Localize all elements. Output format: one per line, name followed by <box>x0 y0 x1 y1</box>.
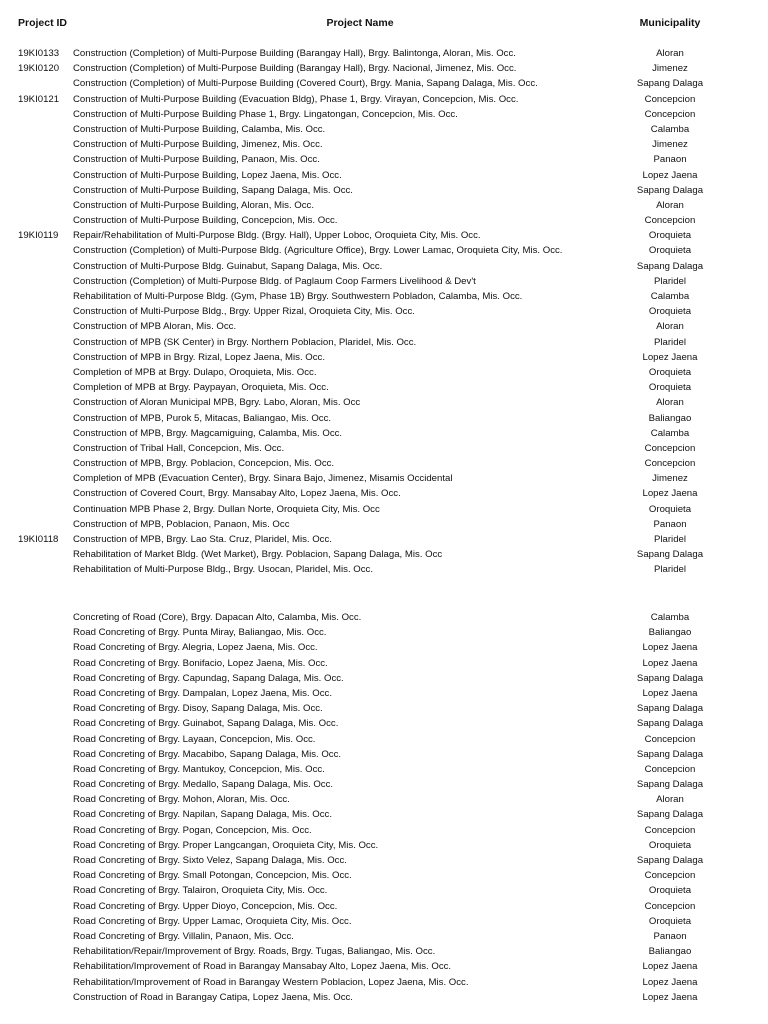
table-row <box>0 198 768 213</box>
project-name-cell: Construction of Multi-Purpose Building, Sapang Dalaga, Mis. Occ. <box>73 184 353 196</box>
project-name-cell: Road Concreting of Brgy. Talairon, Oroquieta City, Mis. Occ. <box>73 885 328 897</box>
header-project-id: Project ID <box>18 17 68 29</box>
project-name-cell: Construction of MPB, Purok 5, Mitacas, Baliangao, Mis. Occ. <box>73 412 332 424</box>
municipality-cell: Sapang Dalaga <box>636 809 704 821</box>
municipality-cell: Concepcion <box>644 215 696 227</box>
project-name-cell: Road Concreting of Brgy. Proper Langcangan, Oroquieta City, Mis. Occ. <box>73 839 379 851</box>
municipality-cell: Sapang Dalaga <box>636 672 704 684</box>
municipality-cell: Aloran <box>656 321 684 333</box>
table-row <box>0 228 768 243</box>
municipality-cell: Concepcion <box>644 900 696 912</box>
municipality-cell: Concepcion <box>644 442 696 454</box>
project-id-cell: 19KI0119 <box>18 230 59 242</box>
table-row <box>0 944 768 959</box>
project-name-cell: Construction (Completion) of Multi-Purpose Building (Barangay Hall), Brgy. Nacional, Jimenez, Mis. Occ. <box>73 63 517 75</box>
project-name-cell: Rehabilitation/Improvement of Road in Barangay Mansabay Alto, Lopez Jaena, Mis. Occ. <box>73 961 452 973</box>
table-row <box>0 350 768 365</box>
table-row <box>0 656 768 671</box>
municipality-cell: Jimenez <box>652 63 688 75</box>
municipality-cell: Panaon <box>653 154 687 166</box>
municipality-cell: Calamba <box>650 427 690 439</box>
municipality-cell: Calamba <box>650 123 690 135</box>
municipality-cell: Panaon <box>653 518 687 530</box>
municipality-cell: Sapang Dalaga <box>636 779 704 791</box>
project-name-cell: Construction of Multi-Purpose Building, Concepcion, Mis. Occ. <box>73 215 338 227</box>
table-row <box>0 517 768 532</box>
table-row <box>0 259 768 274</box>
municipality-cell: Aloran <box>656 794 684 806</box>
table-row <box>0 807 768 822</box>
table-row <box>0 380 768 395</box>
table-row <box>0 686 768 701</box>
municipality-cell: Lopez Jaena <box>642 169 698 181</box>
project-name-cell: Road Concreting of Brgy. Alegria, Lopez Jaena, Mis. Occ. <box>73 642 318 654</box>
municipality-cell: Plaridel <box>654 336 686 348</box>
project-name-cell: Road Concreting of Brgy. Disoy, Sapang Dalaga, Mis. Occ. <box>73 703 323 715</box>
table-row <box>0 411 768 426</box>
project-name-cell: Continuation MPB Phase 2, Brgy. Dullan Norte, Oroquieta City, Mis. Occ <box>73 503 380 515</box>
table-row <box>0 853 768 868</box>
table-row <box>0 747 768 762</box>
municipality-cell: Lopez Jaena <box>642 657 698 669</box>
project-name-cell: Road Concreting of Brgy. Napilan, Sapang Dalaga, Mis. Occ. <box>73 809 332 821</box>
project-name-cell: Road Concreting of Brgy. Sixto Velez, Sapang Dalaga, Mis. Occ. <box>73 855 347 866</box>
project-name-cell: Road Concreting of Brgy. Capundag, Sapang Dalaga, Mis. Occ. <box>73 672 344 684</box>
project-name-cell: Construction of MPB, Brgy. Magcamiguing, Calamba, Mis. Occ. <box>73 427 343 439</box>
municipality-cell: Oroquieta <box>648 915 692 927</box>
project-name-cell: Construction of Aloran Municipal MPB, Bgry. Labo, Aloran, Mis. Occ <box>73 397 361 409</box>
municipality-cell: Sapang Dalaga <box>636 549 704 561</box>
project-name-cell: Construction of Multi-Purpose Building, Calamba, Mis. Occ. <box>73 123 326 135</box>
project-name-cell: Construction of MPB, Brgy. Lao Sta. Cruz, Plaridel, Mis. Occ. <box>73 534 332 545</box>
table-row <box>0 92 768 107</box>
project-name-cell: Construction of MPB, Brgy. Poblacion, Concepcion, Mis. Occ. <box>73 458 335 470</box>
table-row <box>0 701 768 716</box>
municipality-cell: Lopez Jaena <box>642 991 698 1003</box>
table-row <box>0 319 768 334</box>
table-row <box>0 152 768 167</box>
table-row <box>0 716 768 731</box>
municipality-cell: Baliangao <box>648 946 692 958</box>
table-row <box>0 838 768 853</box>
municipality-cell: Oroquieta <box>648 885 692 897</box>
municipality-cell: Jimenez <box>652 139 688 151</box>
table-row <box>0 883 768 898</box>
project-name-cell: Completion of MPB at Brgy. Dulapo, Oroquieta, Mis. Occ. <box>73 366 317 378</box>
table-row <box>0 471 768 486</box>
municipality-cell: Baliangao <box>648 627 692 639</box>
table-row <box>0 213 768 228</box>
municipality-cell: Panaon <box>653 930 687 942</box>
project-name-cell: Rehabilitation/Improvement of Road in Barangay Western Poblacion, Lopez Jaena, Mis. Occ. <box>73 976 469 988</box>
project-name-cell: Road Concreting of Brgy. Punta Miray, Baliangao, Mis. Occ. <box>73 627 327 639</box>
project-name-cell: Construction of Multi-Purpose Building, Lopez Jaena, Mis. Occ. <box>73 169 342 181</box>
project-name-cell: Rehabilitation of Multi-Purpose Bldg. (Gym, Phase 1B) Brgy. Southwestern Pobladon, Calamba, Mis. Occ. <box>73 291 523 302</box>
municipality-cell: Lopez Jaena <box>642 961 698 973</box>
table-row <box>0 168 768 183</box>
table-row <box>0 183 768 198</box>
project-name-cell: Road Concreting of Brgy. Pogan, Concepcion, Mis. Occ. <box>73 824 312 836</box>
project-name-cell: Road Concreting of Brgy. Guinabot, Sapang Dalaga, Mis. Occ. <box>73 718 339 730</box>
table-row <box>0 792 768 807</box>
municipality-cell: Concepcion <box>644 733 696 745</box>
table-section-roads <box>0 610 768 1005</box>
municipality-cell: Plaridel <box>654 275 686 287</box>
project-name-cell: Road Concreting of Brgy. Dampalan, Lopez Jaena, Mis. Occ. <box>73 687 332 699</box>
table-row <box>0 46 768 61</box>
table-row <box>0 61 768 76</box>
project-id-cell: 19KI0118 <box>18 534 59 545</box>
municipality-cell: Oroquieta <box>648 245 692 257</box>
project-name-cell: Construction of MPB Aloran, Mis. Occ. <box>73 321 237 333</box>
project-name-cell: Completion of MPB (Evacuation Center), Brgy. Sinara Bajo, Jimenez, Misamis Occidental <box>73 473 453 485</box>
municipality-cell: Concepcion <box>644 93 696 105</box>
table-row <box>0 289 768 304</box>
project-name-cell: Construction of Multi-Purpose Bldg. Guinabut, Sapang Dalaga, Mis. Occ. <box>73 260 383 272</box>
municipality-cell: Oroquieta <box>648 382 692 394</box>
table-row <box>0 777 768 792</box>
municipality-cell: Concepcion <box>644 870 696 882</box>
project-name-cell: Construction of Covered Court, Brgy. Mansabay Alto, Lopez Jaena, Mis. Occ. <box>73 488 401 500</box>
table-row <box>0 899 768 914</box>
table-row <box>0 547 768 562</box>
table-row <box>0 76 768 91</box>
municipality-cell: Baliangao <box>648 412 692 424</box>
project-name-cell: Rehabilitation/Repair/Improvement of Brgy. Roads, Brgy. Tugas, Baliangao, Mis. Occ. <box>73 946 436 958</box>
table-row <box>0 502 768 517</box>
project-name-cell: Construction of Multi-Purpose Building Phase 1, Brgy. Lingatongan, Concepcion, Mis. Occ. <box>73 108 458 120</box>
table-header <box>0 14 768 32</box>
municipality-cell: Sapang Dalaga <box>636 748 704 760</box>
municipality-cell: Concepcion <box>644 108 696 120</box>
project-name-cell: Construction (Completion) of Multi-Purpose Building (Barangay Hall), Brgy. Balintonga, Aloran, Mis. Occ. <box>73 48 516 59</box>
project-name-cell: Construction of Road in Barangay Catipa, Lopez Jaena, Mis. Occ. <box>73 991 353 1003</box>
table-row <box>0 456 768 471</box>
table-row <box>0 562 768 577</box>
municipality-cell: Lopez Jaena <box>642 351 698 363</box>
municipality-cell: Oroquieta <box>648 839 692 851</box>
header-municipality: Municipality <box>639 17 701 29</box>
table-row <box>0 365 768 380</box>
municipality-cell: Lopez Jaena <box>642 976 698 988</box>
table-row <box>0 823 768 838</box>
project-name-cell: Rehabilitation of Market Bldg. (Wet Market), Brgy. Poblacion, Sapang Dalaga, Mis. Occ <box>73 549 443 561</box>
project-name-cell: Construction of MPB in Brgy. Rizal, Lopez Jaena, Mis. Occ. <box>73 351 326 363</box>
municipality-cell: Aloran <box>656 397 684 409</box>
table-row <box>0 335 768 350</box>
project-id-cell: 19KI0133 <box>18 48 60 59</box>
project-name-cell: Road Concreting of Brgy. Bonifacio, Lopez Jaena, Mis. Occ. <box>73 657 328 669</box>
table-row <box>0 274 768 289</box>
municipality-cell: Sapang Dalaga <box>636 718 704 730</box>
table-row <box>0 610 768 625</box>
municipality-cell: Calamba <box>650 612 690 623</box>
header-project-name: Project Name <box>326 17 394 29</box>
table-row <box>0 304 768 319</box>
municipality-cell: Oroquieta <box>648 366 692 378</box>
table-row <box>0 122 768 137</box>
table-row <box>0 868 768 883</box>
project-name-cell: Construction of Multi-Purpose Building, Jimenez, Mis. Occ. <box>73 139 323 151</box>
project-name-cell: Construction of MPB (SK Center) in Brgy. Northern Poblacion, Plaridel, Mis. Occ. <box>73 336 417 348</box>
project-name-cell: Construction of MPB, Poblacion, Panaon, Mis. Occ <box>73 518 290 530</box>
project-name-cell: Construction (Completion) of Multi-Purpose Bldg. (Agriculture Office), Brgy. Lower Lamac, Oroquieta City, Mis. Occ. <box>73 245 563 257</box>
table-row <box>0 990 768 1005</box>
table-row <box>0 929 768 944</box>
municipality-cell: Oroquieta <box>648 306 692 318</box>
municipality-cell: Aloran <box>656 199 684 211</box>
municipality-cell: Aloran <box>656 48 684 59</box>
table-row <box>0 441 768 456</box>
municipality-cell: Jimenez <box>652 473 688 485</box>
project-name-cell: Construction of Tribal Hall, Concepcion, Mis. Occ. <box>73 442 285 454</box>
project-name-cell: Road Concreting of Brgy. Small Potongan, Concepcion, Mis. Occ. <box>73 870 352 882</box>
project-name-cell: Road Concreting of Brgy. Mantukoy, Concepcion, Mis. Occ. <box>73 763 325 775</box>
project-name-cell: Road Concreting of Brgy. Upper Dioyo, Concepcion, Mis. Occ. <box>73 900 338 912</box>
table-row <box>0 671 768 686</box>
table-row <box>0 243 768 258</box>
municipality-cell: Lopez Jaena <box>642 488 698 500</box>
project-name-cell: Concreting of Road (Core), Brgy. Dapacan Alto, Calamba, Mis. Occ. <box>73 612 362 623</box>
project-name-cell: Road Concreting of Brgy. Mohon, Aloran, Mis. Occ. <box>73 794 290 806</box>
project-id-cell: 19KI0120 <box>18 63 60 75</box>
project-id-cell: 19KI0121 <box>18 93 60 105</box>
municipality-cell: Oroquieta <box>648 503 692 515</box>
table-row <box>0 395 768 410</box>
project-name-cell: Completion of MPB at Brgy. Paypayan, Oroquieta, Mis. Occ. <box>73 382 329 394</box>
municipality-cell: Lopez Jaena <box>642 642 698 654</box>
municipality-cell: Sapang Dalaga <box>636 703 704 715</box>
table-row <box>0 959 768 974</box>
project-name-cell: Construction of Multi-Purpose Building, Aloran, Mis. Occ. <box>73 199 315 211</box>
municipality-cell: Concepcion <box>644 824 696 836</box>
municipality-cell: Plaridel <box>654 564 686 576</box>
project-name-cell: Rehabilitation of Multi-Purpose Bldg., Brgy. Usocan, Plaridel, Mis. Occ. <box>73 564 374 576</box>
municipality-cell: Sapang Dalaga <box>636 855 704 866</box>
table-row <box>0 762 768 777</box>
project-name-cell: Road Concreting of Brgy. Upper Lamac, Oroquieta City, Mis. Occ. <box>73 915 352 927</box>
table-row <box>0 532 768 547</box>
table-section-buildings <box>0 46 768 578</box>
project-name-cell: Repair/Rehabilitation of Multi-Purpose Bldg. (Brgy. Hall), Upper Loboc, Oroquieta City, Mis. Occ. <box>73 230 481 242</box>
municipality-cell: Sapang Dalaga <box>636 260 704 272</box>
table-row <box>0 625 768 640</box>
municipality-cell: Concepcion <box>644 458 696 470</box>
project-name-cell: Construction of Multi-Purpose Building (Evacuation Bldg), Phase 1, Brgy. Virayan, Concepcion, Mis. Occ. <box>73 93 519 105</box>
project-name-cell: Road Concreting of Brgy. Villalin, Panaon, Mis. Occ. <box>73 930 294 942</box>
municipality-cell: Sapang Dalaga <box>636 184 704 196</box>
table-row <box>0 975 768 990</box>
table-row <box>0 640 768 655</box>
table-row <box>0 914 768 929</box>
municipality-cell: Oroquieta <box>648 230 692 242</box>
project-name-cell: Construction (Completion) of Multi-Purpose Bldg. of Paglaum Coop Farmers Livelihood & Dev't <box>73 275 476 287</box>
table-row <box>0 486 768 501</box>
table-row <box>0 137 768 152</box>
municipality-cell: Concepcion <box>644 763 696 775</box>
table-row <box>0 107 768 122</box>
table-row <box>0 732 768 747</box>
municipality-cell: Sapang Dalaga <box>636 78 704 90</box>
project-name-cell: Construction (Completion) of Multi-Purpose Building (Covered Court), Brgy. Mania, Sapang Dalaga, Mis. Occ. <box>73 78 538 90</box>
municipality-cell: Lopez Jaena <box>642 687 698 699</box>
project-name-cell: Construction of Multi-Purpose Building, Panaon, Mis. Occ. <box>73 154 320 166</box>
project-name-cell: Road Concreting of Brgy. Medallo, Sapang Dalaga, Mis. Occ. <box>73 779 334 791</box>
municipality-cell: Plaridel <box>654 534 686 545</box>
project-name-cell: Road Concreting of Brgy. Layaan, Concepcion, Mis. Occ. <box>73 733 316 745</box>
table-row <box>0 426 768 441</box>
project-name-cell: Construction of Multi-Purpose Bldg., Brgy. Upper Rizal, Oroquieta City, Mis. Occ. <box>73 306 415 318</box>
project-name-cell: Road Concreting of Brgy. Macabibo, Sapang Dalaga, Mis. Occ. <box>73 748 342 760</box>
municipality-cell: Calamba <box>650 291 690 302</box>
